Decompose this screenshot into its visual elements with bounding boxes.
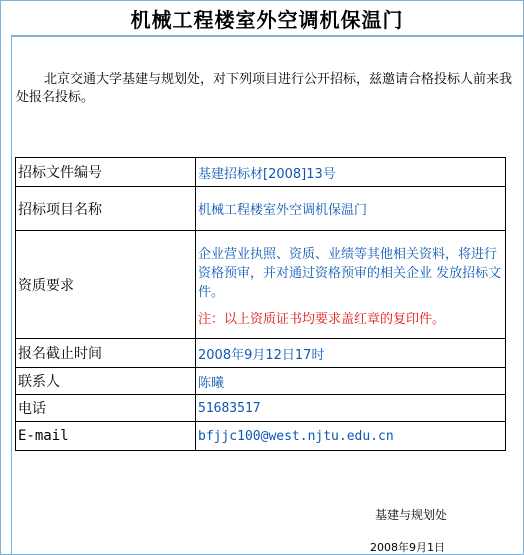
- title-bar: [11, 1, 523, 37]
- row-value-qualification: [196, 231, 506, 339]
- row-label-file-number: 招标文件编号: [16, 158, 196, 187]
- row-value-email[interactable]: bfjjc100@west.njtu.edu.cn: [196, 422, 506, 451]
- signature-org: 基建与规划处: [375, 508, 448, 522]
- table-row: [16, 231, 506, 339]
- row-value-contact: 陈曦: [196, 368, 506, 395]
- signature-date: 2008年9月1日: [370, 541, 445, 554]
- row-value-deadline: 2008年9月12日17时: [196, 339, 506, 368]
- table-row: [16, 368, 506, 395]
- row-label-email: E-mail: [16, 422, 196, 451]
- table-row: [16, 339, 506, 368]
- table-row: [16, 158, 506, 187]
- row-label-deadline: 报名截止时间: [16, 339, 196, 368]
- row-label-qualification: 资质要求: [16, 231, 196, 339]
- table-row: [16, 422, 506, 451]
- intro-paragraph: 北京交通大学基建与规划处，对下列项目进行公开招标，兹邀请合格投标人前来我处报名投标。: [16, 72, 513, 105]
- table-row: [16, 187, 506, 231]
- page-title: 机械工程楼室外空调机保温门: [130, 8, 404, 32]
- row-label-phone: 电话: [16, 395, 196, 422]
- row-value-phone: 51683517: [196, 395, 506, 422]
- row-label-contact: 联系人: [16, 368, 196, 395]
- tender-info-table: [15, 157, 506, 451]
- qualification-note: 注：以上资质证书均要求盖红章的复印件。: [198, 311, 446, 327]
- left-divider: [11, 35, 12, 554]
- row-label-project-name: 招标项目名称: [16, 187, 196, 231]
- row-value-file-number: 基建招标材[2008]13号: [196, 158, 506, 187]
- row-value-project-name: 机械工程楼室外空调机保温门: [196, 187, 506, 231]
- qualification-text: 企业营业执照、资质、业绩等其他相关资料，将进行资格预审，并对通过资格预审的相关企业 发放招标文件。: [198, 246, 502, 300]
- table-row: [16, 395, 506, 422]
